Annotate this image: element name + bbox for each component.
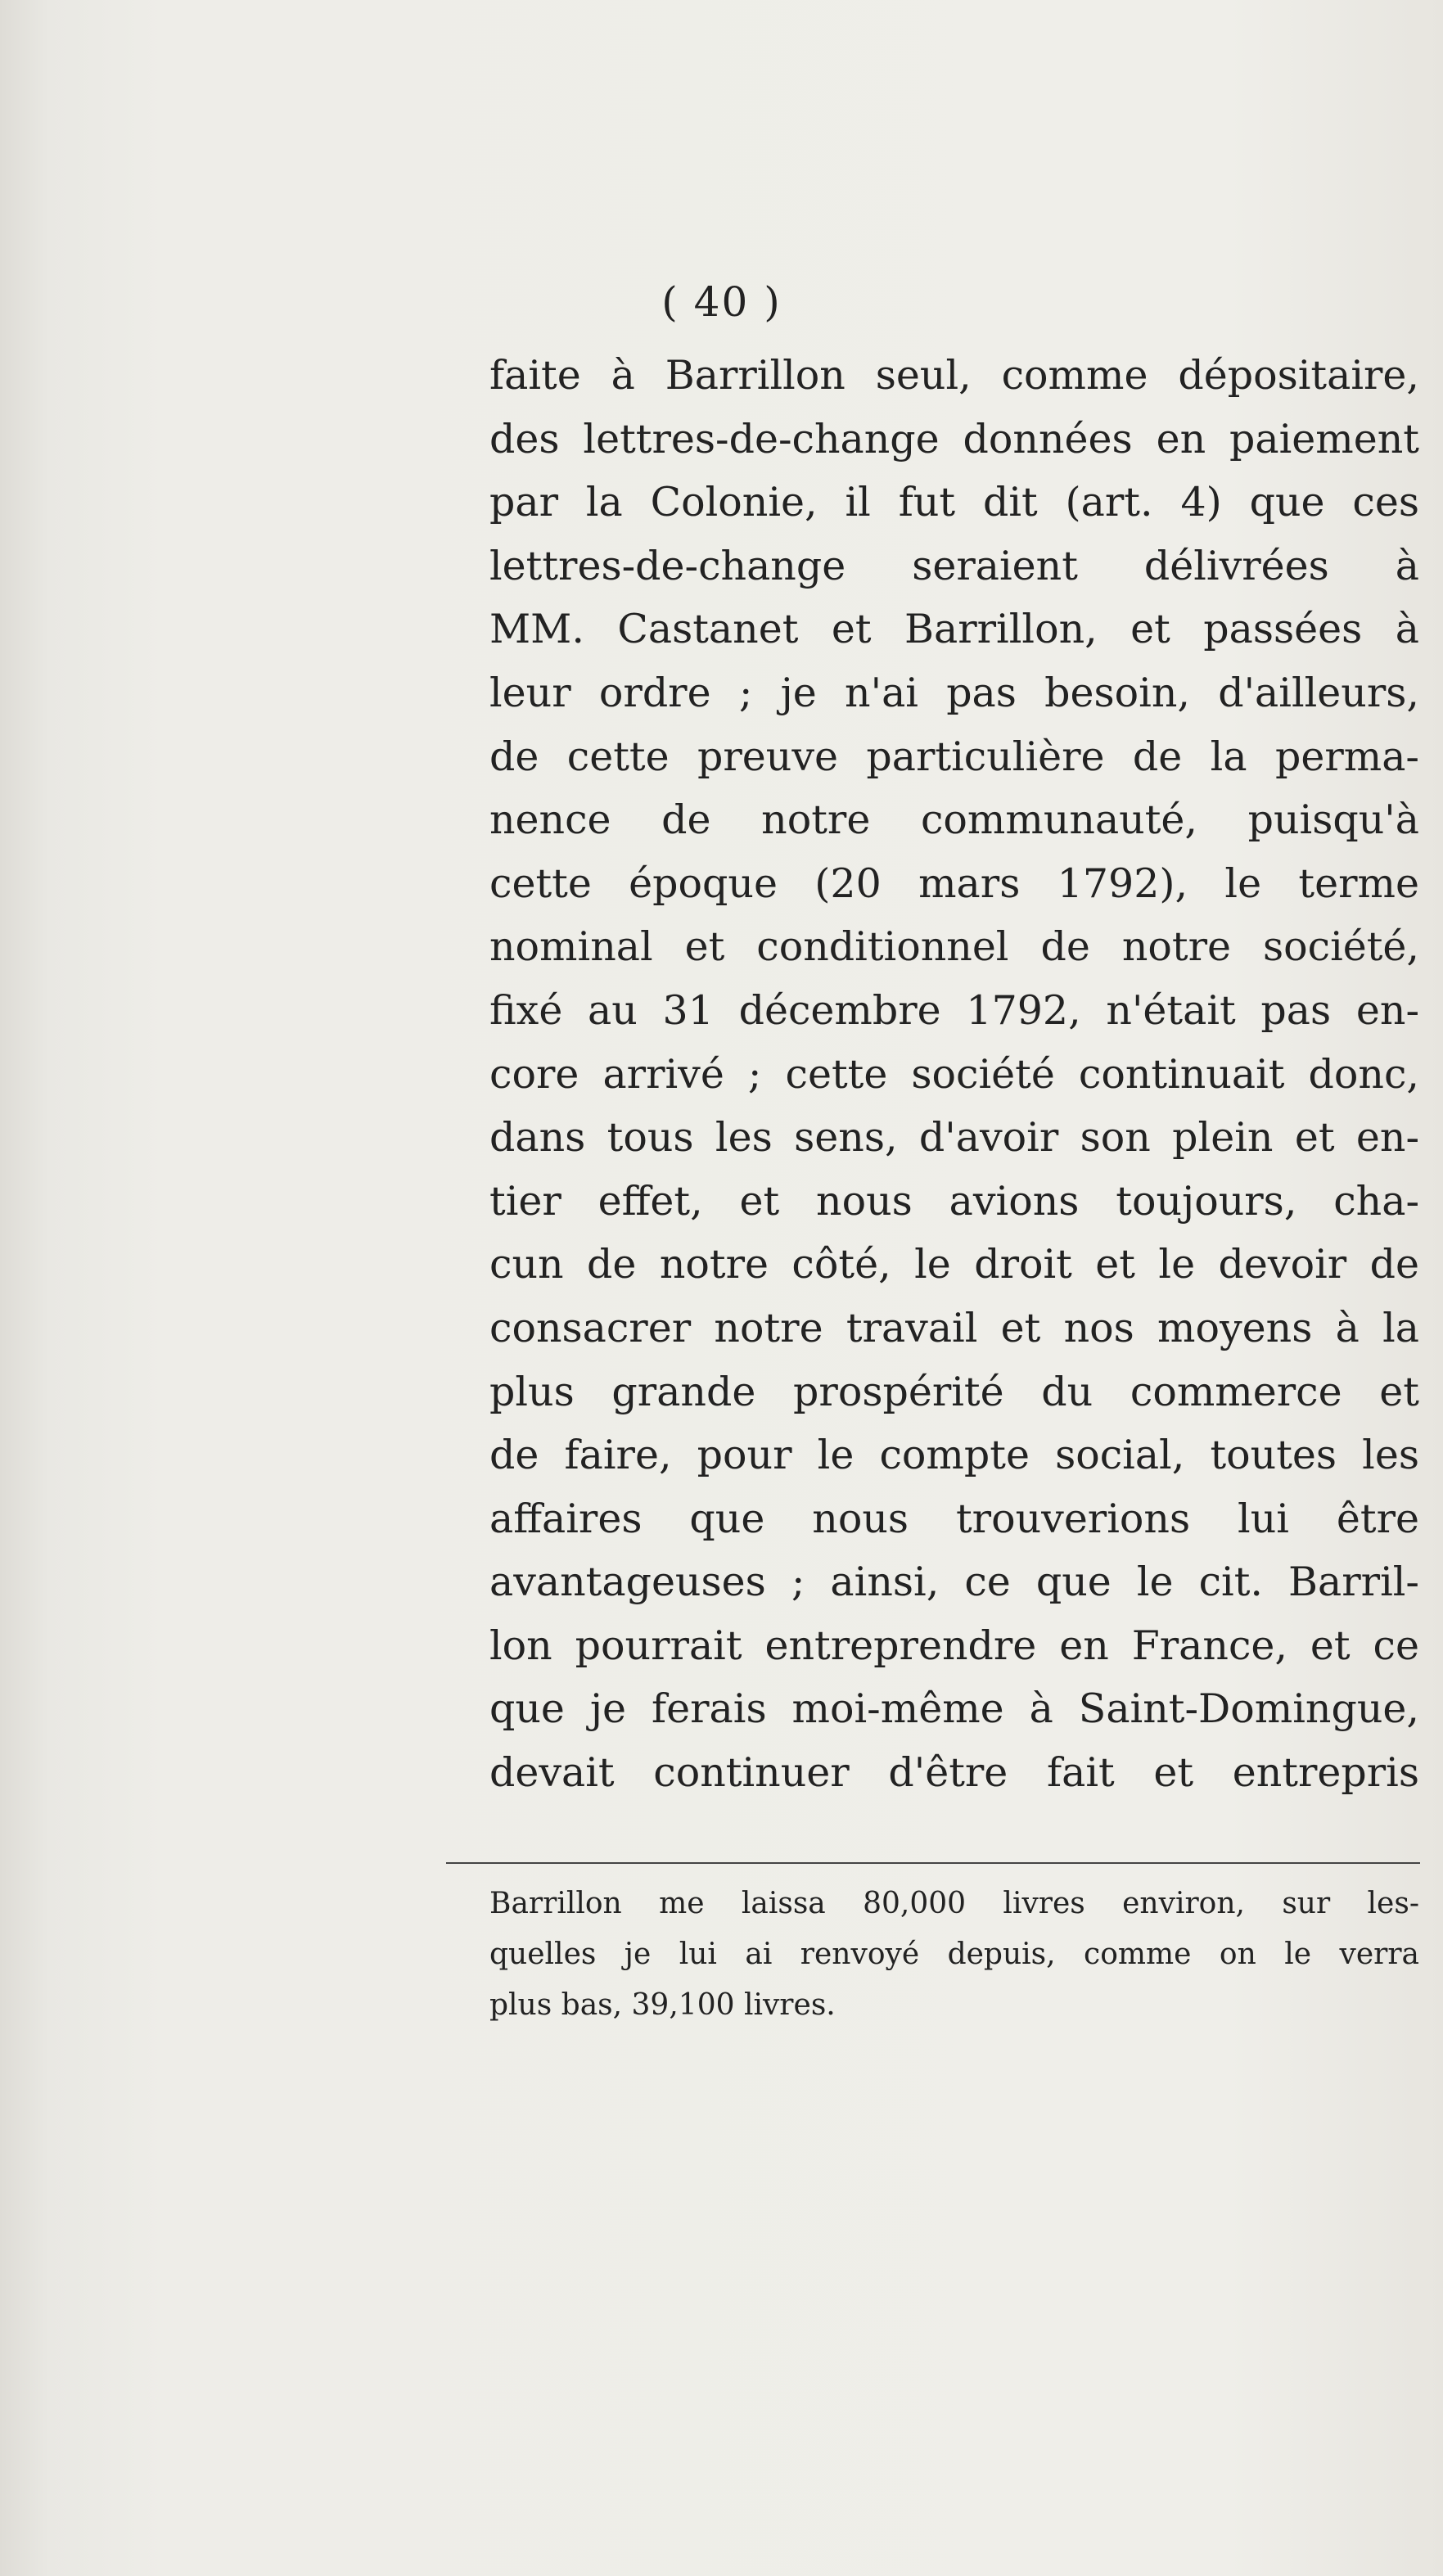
text-line: cette époque (20 mars 1792), le terme [489,859,1419,907]
body-text [489,344,1419,1805]
text-line: par la Colonie, il fut dit (art. 4) que ces [489,479,1419,526]
text-line: faite à Barrillon seul, comme dépositaire, [489,352,1419,399]
page-number: ( 40 ) [661,278,782,326]
text-line: core arrivé ; cette société continuait donc, [489,1050,1419,1098]
text-line: de cette preuve particulière de la perma- [489,733,1419,780]
text-line: dans tous les sens, d'avoir son plein et en- [489,1114,1419,1162]
text-line: lon pourrait entreprendre en France, et ce [489,1622,1419,1669]
text-line: que je ferais moi-même à Saint-Domingue, [489,1685,1419,1733]
text-line: fixé au 31 décembre 1792, n'était pas en- [489,986,1419,1034]
footnote-rule [446,1862,1420,1864]
text-line: lettres-de-change seraient délivrées à [489,542,1419,589]
text-line: affaires que nous trouverions lui être [489,1495,1419,1542]
text-line: des lettres-de-change données en paiement [489,415,1419,462]
text-line: nence de notre communauté, puisqu'à [489,796,1419,844]
text-line: MM. Castanet et Barrillon, et passées à [489,606,1419,653]
text-line: de faire, pour le compte social, toutes les [489,1432,1419,1479]
text-line: tier effet, et nous avions toujours, cha- [489,1177,1419,1225]
footnote-line: Barrillon me laissa 80,000 livres environ, sur les- [489,1887,1419,1920]
footnote-line: quelles je lui ai renvoyé depuis, comme on le verra [489,1938,1419,1971]
footnote [489,1879,1419,2031]
text-line: cun de notre côté, le droit et le devoir de [489,1241,1419,1288]
footnote-line: plus bas, 39,100 livres. [489,1988,836,2022]
text-line: devait continuer d'être fait et entrepris [489,1749,1419,1797]
text-line: plus grande prospérité du commerce et [489,1368,1419,1415]
text-line: nominal et conditionnel de notre société, [489,923,1419,971]
text-line: consacrer notre travail et nos moyens à la [489,1304,1419,1351]
text-line: leur ordre ; je n'ai pas besoin, d'ailleurs, [489,669,1419,716]
text-line: avantageuses ; ainsi, ce que le cit. Barril- [489,1559,1419,1606]
